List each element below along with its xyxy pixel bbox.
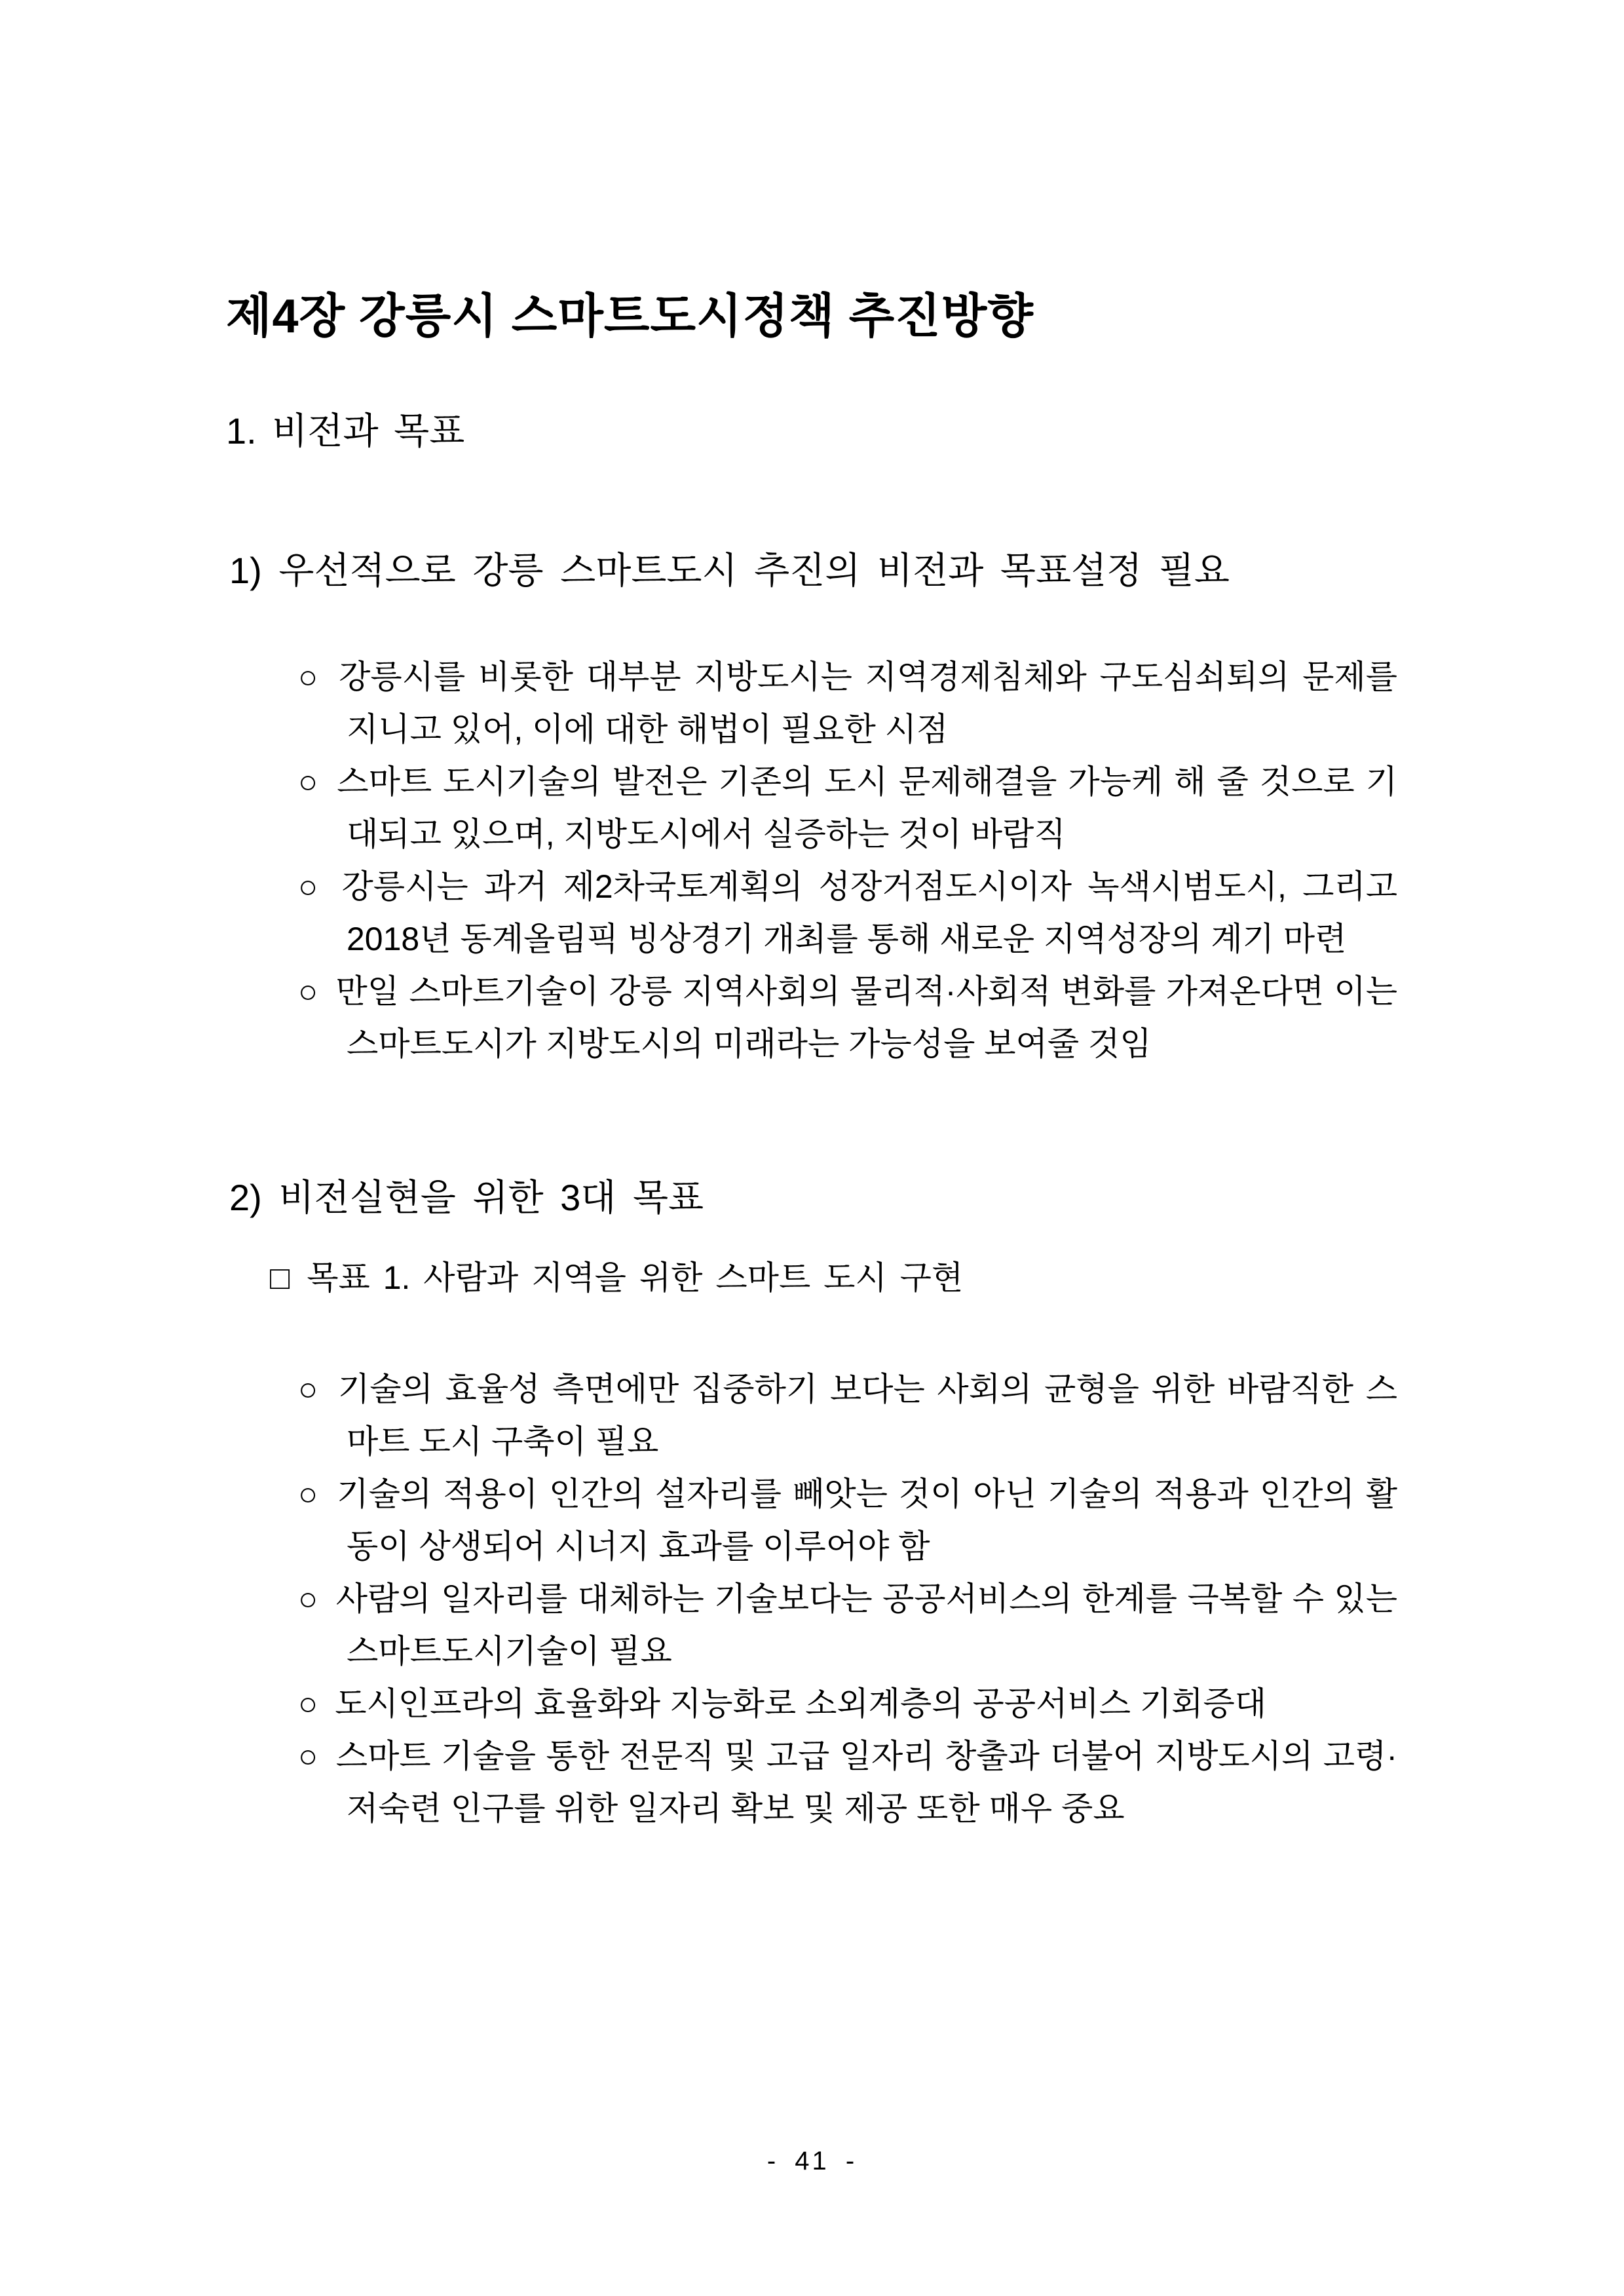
bullet-text: 만일 스마트기술이 강릉 지역사회의 물리적·사회적 변화를 가져온다면 이는 스마트도시가 지방도시의 미래라는 가능성을 보여줄 것임 bbox=[335, 973, 1397, 1062]
circle-bullet-marker: ○ bbox=[298, 1371, 321, 1407]
bullet-text: 강릉시를 비롯한 대부분 지방도시는 지역경제침체와 구도심쇠퇴의 문제를 지니고 있어, 이에 대한 해법이 필요한 시점 bbox=[339, 659, 1397, 748]
circle-bullet-marker: ○ bbox=[298, 1685, 318, 1722]
goal-1-heading bbox=[270, 1258, 963, 1297]
bullet-list-goal-1 bbox=[298, 1363, 1397, 1835]
bullet-item bbox=[298, 756, 1397, 860]
goal-1-text: 목표 1. 사람과 지역을 위한 스마트 도시 구현 bbox=[307, 1259, 964, 1296]
bullet-item bbox=[298, 1677, 1397, 1730]
bullet-text: 기술의 효율성 측면에만 집중하기 보다는 사회의 균형을 위한 바람직한 스마트 도시 구축이 필요 bbox=[337, 1371, 1397, 1460]
bullet-item bbox=[298, 1363, 1397, 1468]
circle-bullet-marker: ○ bbox=[298, 763, 320, 800]
circle-bullet-marker: ○ bbox=[298, 1476, 320, 1512]
bullet-list-vision bbox=[298, 651, 1397, 1070]
circle-bullet-marker: ○ bbox=[298, 868, 325, 905]
bullet-text: 강릉시는 과거 제2차국토계획의 성장거점도시이자 녹색시범도시, 그리고 2018년 동계올림픽 빙상경기 개최를 통해 새로운 지역성장의 계기 마련 bbox=[341, 868, 1398, 957]
bullet-item bbox=[298, 1730, 1397, 1835]
circle-bullet-marker: ○ bbox=[298, 659, 322, 695]
circle-bullet-marker: ○ bbox=[298, 1738, 319, 1774]
square-bullet-marker: □ bbox=[270, 1259, 290, 1296]
bullet-text: 도시인프라의 효율화와 지능화로 소외계층의 공공서비스 기회증대 bbox=[335, 1685, 1267, 1722]
chapter-title: 제4장 강릉시 스마트도시정책 추진방향 bbox=[226, 290, 1034, 343]
section-title: 1. 비전과 목표 bbox=[226, 410, 465, 452]
subsection-2-heading: 2) 비전실현을 위한 3대 목표 bbox=[229, 1177, 704, 1218]
bullet-item bbox=[298, 1573, 1397, 1677]
circle-bullet-marker: ○ bbox=[298, 1580, 319, 1617]
bullet-text: 기술의 적용이 인간의 설자리를 빼앗는 것이 아닌 기술의 적용과 인간의 활동이 상생되어 시너지 효과를 이루어야 함 bbox=[337, 1476, 1397, 1565]
bullet-item bbox=[298, 860, 1397, 965]
bullet-text: 스마트 기술을 통한 전문직 및 고급 일자리 창출과 더불어 지방도시의 고령·저숙련 인구를 위한 일자리 확보 및 제공 또한 매우 중요 bbox=[335, 1738, 1397, 1827]
bullet-item bbox=[298, 1468, 1397, 1573]
page-number: - 41 - bbox=[766, 2147, 858, 2175]
bullet-item bbox=[298, 651, 1397, 756]
bullet-item bbox=[298, 965, 1397, 1070]
bullet-text: 사람의 일자리를 대체하는 기술보다는 공공서비스의 한계를 극복할 수 있는 스마트도시기술이 필요 bbox=[335, 1580, 1397, 1670]
bullet-text: 스마트 도시기술의 발전은 기존의 도시 문제해결을 가능케 해 줄 것으로 기대되고 있으며, 지방도시에서 실증하는 것이 바람직 bbox=[337, 763, 1397, 852]
circle-bullet-marker: ○ bbox=[298, 973, 319, 1010]
subsection-1-heading: 1) 우선적으로 강릉 스마트도시 추진의 비전과 목표설정 필요 bbox=[229, 550, 1230, 591]
